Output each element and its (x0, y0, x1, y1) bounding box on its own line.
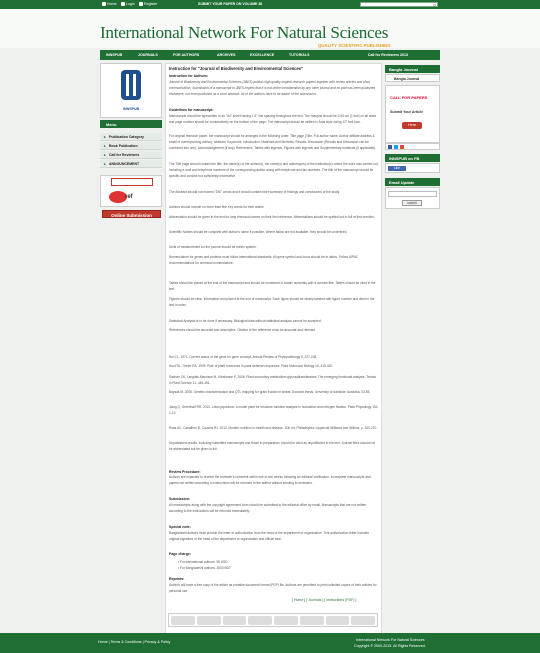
paragraph-tables: Tables should be placed at the end of the manuscript and should be numbered in Arabic numerals with a concise title. Tables should be cited in the text. (169, 281, 376, 291)
paragraph-unpublished: Unpublished results, including submitted manuscripts and those in preparation, should be cited as unpublished in the text. Journal titles should not be abbreviated but be given in full. (169, 441, 375, 451)
twitter-icon[interactable] (394, 145, 398, 149)
footer-links[interactable]: Home | Terms & Conditions | Privacy & Policy (98, 640, 171, 644)
register-icon (139, 2, 143, 6)
home-link[interactable]: Home (102, 2, 117, 6)
email-input[interactable] (388, 191, 437, 197)
user-icon (121, 2, 125, 6)
partner-logo[interactable] (171, 616, 195, 625)
paragraph-units: Units of measurement for the journal should be metric system. (169, 245, 257, 249)
site-tagline: QUALITY SCIENTIFIC PUBLISHING (318, 42, 391, 48)
nav-for-authors[interactable]: FOR AUTHORS (173, 52, 200, 57)
header (0, 9, 540, 48)
footer-copyright: Copyright © 2009-2015. All Rights Reserved. (354, 644, 426, 648)
paragraph-special-note: Bangladeshi authors must provide the letter of authorization from the head of the department or organization. This authorization letter includes original signature of the head of the department or organization and official seal. (169, 531, 369, 541)
search-icon[interactable]: ⚲ (433, 3, 436, 8)
partner-logo[interactable] (326, 616, 350, 625)
home-icon (102, 2, 106, 6)
email-update-box (385, 187, 440, 209)
cfp-here-button[interactable]: Here (402, 122, 422, 129)
bangla-journal-title: Bangla Journal (385, 65, 440, 73)
indexing-logo (111, 178, 153, 186)
nav-excellence[interactable]: EXCELLENCE (250, 52, 275, 57)
menu-call-for-reviewers[interactable]: ▸ Call for Reviewers (100, 151, 162, 159)
paragraph-figures: Figures should be clear, informative and placed at the end of manuscript. Each figure should be clearly labeled with figure number and cited in the text in order. (169, 297, 375, 307)
menu-announcement[interactable]: ▸ ANNOUNCEMENT (100, 160, 162, 168)
nav-archives[interactable]: ARCHIVES (217, 52, 236, 57)
reference-item: Hunt RL, Green RA. 1999. Role of plant hormones in plant defense responses. Plant Molecular Biology 16, 415-420. (169, 364, 334, 368)
page-title: Instruction for "Journal of Biodiversity and Environmental Sciences" (169, 66, 303, 71)
nav-call-for-reviewers[interactable]: Call for Reviewers 2013 (367, 52, 408, 57)
nav-tutorials[interactable]: TUTORIALS (289, 52, 310, 57)
facebook-like-box (385, 163, 440, 173)
paragraph-title-page: The Title page should contain the title, the name(s) of the author(s), the name(s) and address(es) of the institution(s) where the work was carried out, including e-mail and telephone numbers of the corresponding author along with telephone and fax numbers. The title of the manuscript should be specific and concise but sufficiently informative. (169, 162, 379, 178)
cfp-submit-text: Submit Your Article (390, 110, 424, 114)
share-bar (385, 143, 440, 150)
indexing-logos[interactable] (100, 175, 162, 207)
facebook-like-button[interactable]: Like (388, 166, 406, 171)
email-update-title: Email Update (385, 178, 440, 186)
nav-innspub[interactable]: INNSPUB (106, 52, 123, 57)
register-link[interactable]: Register (139, 2, 157, 6)
charge-bangladeshi: • For Bangladeshi authors: 3000 BDT (178, 566, 231, 570)
paragraph-abstract: The Abstract should not exceed "250" words and it should contain brief summary of findings and conclusions of the study. (169, 190, 340, 194)
partner-logo[interactable] (300, 616, 324, 625)
charge-international: • For international authors: 98 USD (178, 560, 228, 564)
partner-logos (168, 613, 378, 627)
main-nav (100, 50, 440, 60)
paragraph-abbreviation: Abbreviation should be given in the text for long chemical names on their first reference. Abbreviations should be spelled out in full at first mention. (169, 215, 375, 219)
paragraph-review: Authors are expected to receive the reviewer's comment within one to two weeks following an editorial verification. Incomplete manuscripts and papers not written according to instructions will be returned to the author without sending to reviewers. (169, 475, 371, 485)
cfp-heading: CALL FOR PAPERS (390, 95, 428, 100)
top-bar (0, 0, 540, 9)
section-submission: Submission: (169, 497, 191, 501)
section-page-charge: Page charge: (169, 552, 191, 556)
bottom-links[interactable]: [ Home ] [ Journals ] [ Instructions (PDF) ] (292, 598, 357, 602)
crossref-logo: ref (109, 190, 155, 204)
section-authors: Instruction for Authors: (169, 74, 209, 78)
reference-item: Jiang Q, Greenhalf RR. 2010. Lotus japonicus: a model plant for structure-function analysis in nodulation and nitrogen fixation. Plant Physiology 154, 1-12. (169, 405, 379, 415)
reference-item: Hui CL. 1971. Current status of the gene for gene concept. Annual Review of Phytopathology 9, 227-238. (169, 355, 318, 359)
paragraph-scientific-names: Scientific Names should be complete with author's name if possible. Where italics are not available, they should be underlined. (169, 230, 348, 234)
paragraph-format: Manuscripts should be typewritten in an "A4" sheet having 1.5" line spacing throughout the text. The margins should be 2.54 cm (1 inch) in all sides and page number should be consecutively on the bottom of the page. The manuscript should be written in Arial style sizing 12" font size. (169, 114, 377, 124)
innspub-logo[interactable]: INNSPUB (100, 63, 162, 118)
section-reprints: Reprints: (169, 577, 185, 581)
paragraph-nomenclature: Nomenclature for genes and proteins must follow international standards. All gene symbol and locus should be in italics. Follow IUPAC recommendations for chemical nomenclature. (169, 255, 359, 265)
menu-publication-category[interactable]: ▸ Publication Category (100, 133, 162, 141)
nav-journals[interactable]: JOURNALS (138, 52, 158, 57)
footer-site-name: International Network For Natural Sciences (356, 638, 425, 642)
paragraph-reprints: Authors will have a free copy of the article as portable document format (PDF) file. Authors are permitted to print unlimited copies of their articles for personal use. (169, 583, 377, 593)
google-plus-icon[interactable] (400, 145, 404, 149)
left-sidebar (100, 63, 162, 623)
partner-logo[interactable] (248, 616, 272, 625)
section-special-note: Special note: (169, 525, 191, 529)
bangla-journal-link[interactable]: Bangla Journal (385, 74, 440, 82)
online-submission-button[interactable]: Online Submission (102, 210, 161, 218)
section-guidelines: Guidelines for manuscript: (169, 108, 214, 112)
partner-logo[interactable] (274, 616, 298, 625)
paragraph-keywords: Authors should include no more than five Key words for their article. (169, 205, 265, 209)
partner-logo[interactable] (351, 616, 375, 625)
announcement-text: SUBMIT YOUR PAPER ON VOLUME 38 (198, 2, 263, 7)
partner-logo[interactable] (197, 616, 221, 625)
site-title: International Network For Natural Sciences (100, 23, 389, 42)
paragraph-statistics: Statistical Analysis is to be done if necessary. Biological data without statistical analysis cannot be accepted. (169, 319, 322, 323)
email-submit-button[interactable]: submit (402, 200, 422, 206)
partner-logo[interactable] (223, 616, 247, 625)
facebook-icon[interactable] (388, 145, 392, 149)
intro-paragraph: Journal of Biodiversity and Environmental Sciences (JBES) publish high-quality original research papers together with review articles and short communication. Submission of a manuscript to JBES implies that it is not under consideration by any other journal and no part has been published elsewhere, not even published as a short abstract. All of the authors have to be aware of the submission. (169, 80, 376, 96)
reference-item: Ross AC, Caballero B, Cousins RJ. 2012. Modern nutrition in health and disease. 11th ed. Philadelphia: Lippincott Williams and Wilkins, p. 200-210. (169, 426, 378, 430)
menu-title: Menu (100, 120, 162, 128)
paragraph-references: References should be accurate and descriptive. Citation of the reference must be accurate and relevant. (169, 328, 316, 332)
login-link[interactable]: Login (121, 2, 135, 6)
search-input[interactable] (360, 2, 438, 7)
paragraph-order: For original research paper, the manuscript should be arranged in the following order: Title page (Title, Full author name, Author affiliate address & email of corresponding author), Abstract, Keywords, Introduction, Materials and Methods, Results, Discussion (Results and Discussion can be combined into one), Acknowledgement (if any), References, Tables with legends, Figures with legends and Supplementary materials (if applicable). (169, 134, 377, 150)
footer (0, 633, 540, 653)
menu-book-publication[interactable]: ▸ Book Publication (100, 142, 162, 150)
facebook-box-title: INNSPUB on FB (385, 154, 440, 162)
reference-item: Baysak M. 2008. Genetic characterization and QTL mapping for grain fructan in wheat. Doctoral thesis, University of Adelaide, Australia, 53-55. (169, 390, 371, 394)
reference-item: Sachan CK, Langlais-Meurisse M, Kiindmann P. 2006. Plant secondary metabolism glycosyltransferases: The emerging functional analysis. Trends in Plant Science 11, 445-451. (169, 375, 376, 385)
call-for-papers-box[interactable] (385, 85, 440, 143)
section-review: Review Procedure: (169, 470, 201, 474)
paragraph-submission: All manuscripts along with the copyright agreement form should be submitted to the editorial office by email. Manuscripts that are not written according to the instructions will be returned immediately. (169, 503, 367, 513)
main-content (165, 63, 382, 634)
